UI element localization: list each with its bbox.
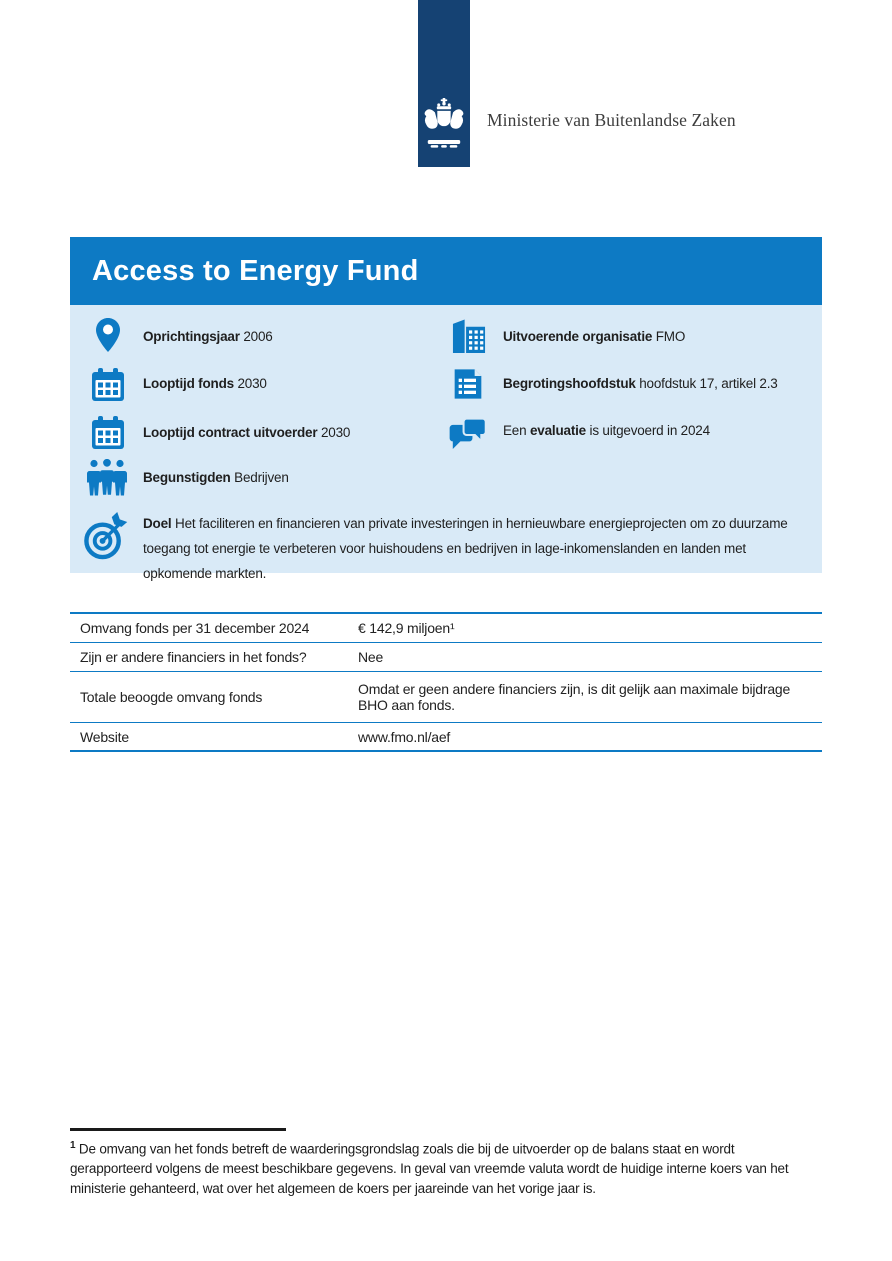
website-url: www.fmo.nl/aef bbox=[358, 728, 451, 745]
row-label: Zijn er andere financiers in het fonds? bbox=[80, 649, 307, 665]
table-row bbox=[70, 672, 822, 723]
building-icon bbox=[450, 318, 488, 353]
footnote-marker: 1 bbox=[70, 1140, 76, 1151]
fact-looptijd-fonds: Looptijd fonds 2030 bbox=[143, 376, 267, 391]
fund-info-table bbox=[70, 612, 822, 752]
document-icon bbox=[452, 366, 484, 402]
table-row bbox=[70, 643, 822, 672]
row-value: Nee bbox=[358, 649, 384, 665]
footnote-separator bbox=[70, 1128, 286, 1131]
map-pin-icon bbox=[96, 317, 120, 353]
people-icon bbox=[87, 459, 127, 497]
page-title: Access to Energy Fund bbox=[92, 254, 419, 287]
target-icon bbox=[82, 508, 129, 562]
table-row bbox=[70, 723, 822, 750]
row-label: Website bbox=[80, 728, 129, 745]
row-label: Omvang fonds per 31 december 2024 bbox=[80, 620, 310, 636]
table-row bbox=[70, 614, 822, 643]
row-value: Omdat er geen andere financiers zijn, is dit gelijk aan maximale bijdrage BHO aan fonds. bbox=[358, 681, 791, 713]
fact-evaluatie: Een evaluatie is uitgevoerd in 2024 bbox=[503, 423, 710, 438]
ministry-name: Ministerie van Buitenlandse Zaken bbox=[487, 110, 736, 130]
row-label: Totale beoogde omvang fonds bbox=[80, 689, 263, 705]
fact-oprichtingsjaar: Oprichtingsjaar 2006 bbox=[143, 329, 273, 344]
fact-begunstigden: Begunstigden Bedrijven bbox=[143, 470, 289, 485]
fact-looptijd-contract: Looptijd contract uitvoerder 2030 bbox=[143, 425, 351, 440]
row-value: € 142,9 miljoen¹ bbox=[358, 620, 455, 636]
coat-of-arms-icon bbox=[423, 98, 465, 156]
fact-begrotingshoofdstuk: Begrotingshoofdstuk hoofdstuk 17, artikel 2.3 bbox=[503, 376, 778, 391]
calendar-icon bbox=[92, 416, 124, 449]
title-band bbox=[70, 237, 822, 305]
footnote: $^1$ De omvang van het fonds betreft de waarderingsgrondslag zoals die bij de uitvoerder op de balans staat en wordt gerapporteerd volgens de meest beschikbare gegevens. In geval van vreemde valuta wordt de huidige interne koers van het ministerie gehanteerd, wat over het algemeen de koers per jaareinde van het vorige jaar is. bbox=[70, 1140, 789, 1196]
calendar-icon bbox=[92, 368, 124, 401]
fact-uitvoerende-organisatie: Uitvoerende organisatie FMO bbox=[503, 329, 686, 344]
speech-bubbles-icon bbox=[449, 416, 487, 449]
fact-doel: Doel Het faciliteren en financieren van private investeringen in hernieuwbare energieprojecten om zo duurzame toegang tot energie te verbeteren voor huishoudens en bedrijven in lage-inkomenslanden en landen met opkomende markten. bbox=[143, 516, 788, 581]
